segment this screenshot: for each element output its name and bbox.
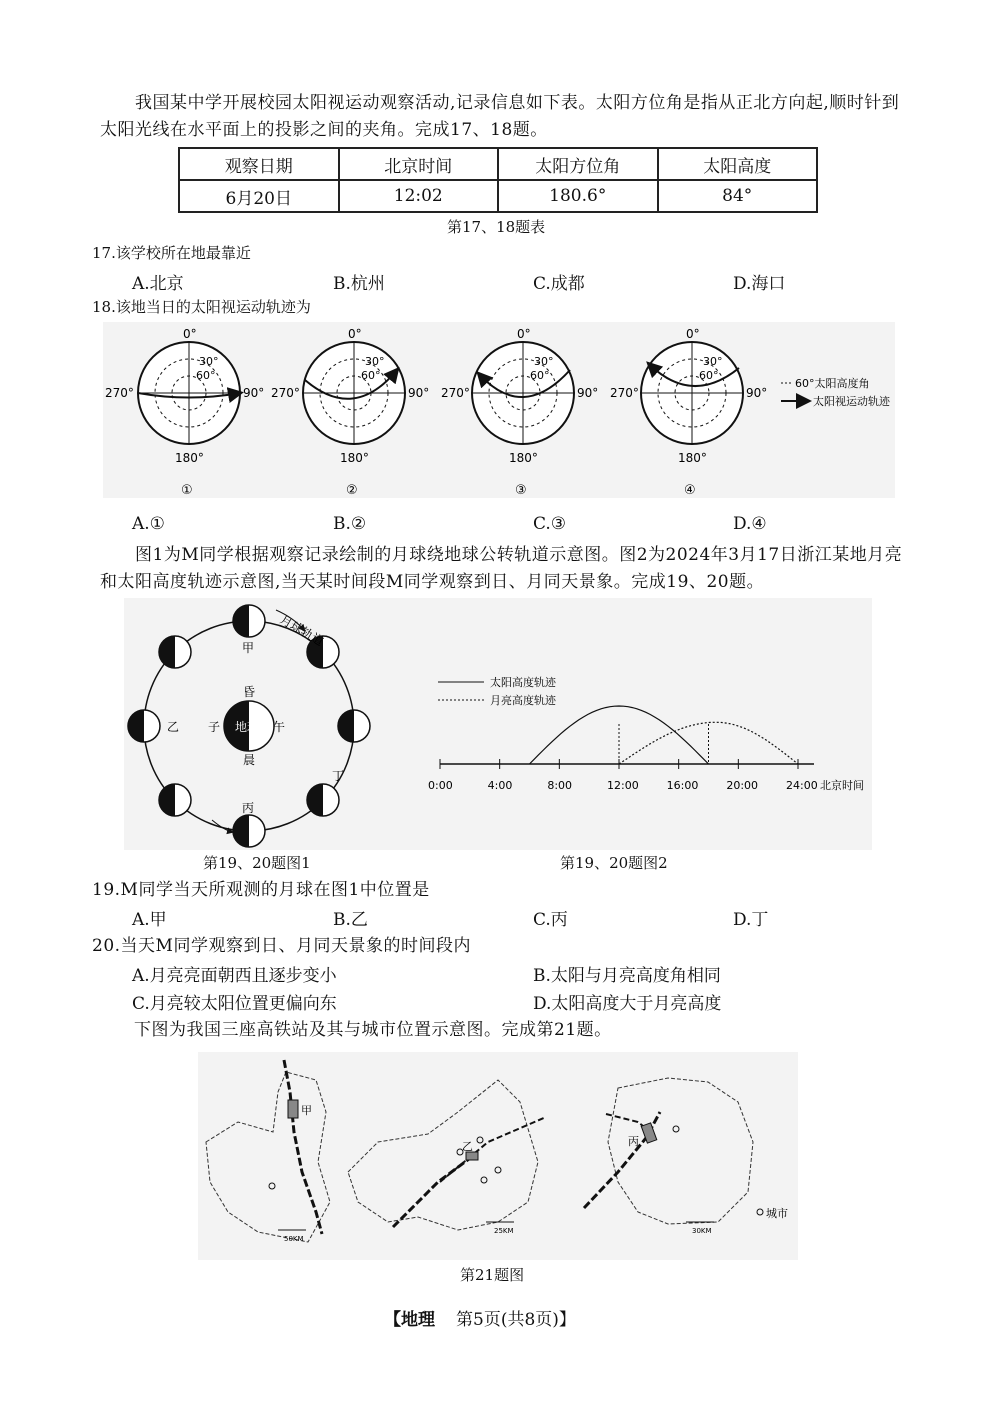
svg-text:丙: 丙 xyxy=(628,1135,639,1148)
q18-option-b[interactable]: B.② xyxy=(333,514,367,534)
city-legend-label: 城市 xyxy=(766,1207,788,1220)
svg-text:270°: 270° xyxy=(610,386,639,400)
svg-text:180°: 180° xyxy=(509,451,538,465)
q17-option-b[interactable]: B.杭州 xyxy=(333,274,385,294)
table-cell: 84° xyxy=(658,180,818,212)
q20-option-a[interactable]: A.月亮亮面朝西且逐步变小 xyxy=(132,966,337,986)
q17-stem: 17.该学校所在地最靠近 xyxy=(92,244,251,262)
svg-text:丁: 丁 xyxy=(332,769,345,783)
svg-text:0°: 0° xyxy=(686,327,700,341)
svg-text:30°: 30° xyxy=(199,355,219,368)
svg-text:昏: 昏 xyxy=(243,685,256,699)
svg-text:太阳高度轨迹: 太阳高度轨迹 xyxy=(490,676,556,689)
high-speed-rail-maps xyxy=(198,1052,798,1260)
q19-option-d[interactable]: D.丁 xyxy=(733,910,769,930)
time-tick-label: 12:00 xyxy=(607,779,639,792)
svg-text:180°: 180° xyxy=(678,451,707,465)
svg-text:0°: 0° xyxy=(348,327,362,341)
intro-21: 下图为我国三座高铁站及其与城市位置示意图。完成第21题。 xyxy=(134,1020,612,1040)
q17-option-d[interactable]: D.海口 xyxy=(733,274,786,294)
intro-17-18: 我国某中学开展校园太阳视运动观察活动,记录信息如下表。太阳方位角是指从正北方向起,顺时针到太阳光线在水平面上的投影之间的夹角。完成17、18题。 xyxy=(100,93,900,140)
intro-19-20: 图1为M同学根据观察记录绘制的月球绕地球公转轨道示意图。图2为2024年3月17日浙江某地月亮和太阳高度轨迹示意图,当天某时间段M同学观察到日、月同天景象。完成19、20题。 xyxy=(100,545,903,592)
svg-text:270°: 270° xyxy=(105,386,134,400)
observation-table xyxy=(178,147,818,213)
svg-text:90°: 90° xyxy=(746,386,768,400)
fig1-caption: 第19、20题图1 xyxy=(203,854,311,872)
fig21-caption: 第21题图 xyxy=(460,1266,525,1284)
time-tick-label: 16:00 xyxy=(666,779,699,792)
svg-text:太阳视运动轨迹: 太阳视运动轨迹 xyxy=(813,395,890,408)
svg-text:北京时间: 北京时间 xyxy=(820,779,864,792)
svg-text:月亮高度轨迹: 月亮高度轨迹 xyxy=(490,694,556,707)
svg-text:30°: 30° xyxy=(534,355,554,368)
footer-page: 第5页(共8页)】 xyxy=(456,1310,576,1330)
table-header: 观察日期 xyxy=(179,148,339,180)
table-caption: 第17、18题表 xyxy=(447,218,546,236)
fig2-caption: 第19、20题图2 xyxy=(560,854,668,872)
q20-stem: 20.当天M同学观察到日、月同天景象的时间段内 xyxy=(92,936,471,956)
svg-text:子: 子 xyxy=(208,720,221,734)
svg-text:午: 午 xyxy=(273,720,286,734)
footer-subject: 【地理 xyxy=(384,1310,435,1330)
q19-option-a[interactable]: A.甲 xyxy=(132,910,167,930)
svg-text:乙: 乙 xyxy=(167,720,180,734)
svg-text:0°: 0° xyxy=(517,327,531,341)
time-tick-label: 8:00 xyxy=(547,779,573,792)
q18-stem: 18.该地当日的太阳视运动轨迹为 xyxy=(92,298,311,316)
moon-orbit-figures xyxy=(124,598,872,850)
table-header-row xyxy=(179,148,817,180)
table-cell: 180.6° xyxy=(498,180,658,212)
q18-option-d[interactable]: D.④ xyxy=(733,514,767,534)
table-row xyxy=(179,180,817,212)
svg-text:④: ④ xyxy=(684,483,696,498)
q19-stem: 19.M同学当天所观测的月球在图1中位置是 xyxy=(92,880,430,900)
svg-text:60°: 60° xyxy=(196,369,216,382)
svg-text:60°: 60° xyxy=(699,369,719,382)
q17-option-c[interactable]: C.成都 xyxy=(533,274,585,294)
svg-text:丙: 丙 xyxy=(242,801,255,815)
svg-text:乙: 乙 xyxy=(462,1140,473,1153)
q19-option-b[interactable]: B.乙 xyxy=(333,910,368,930)
svg-text:30°: 30° xyxy=(703,355,723,368)
table-header: 太阳方位角 xyxy=(498,148,658,180)
table-cell: 12:02 xyxy=(339,180,499,212)
time-tick-label: 0:00 xyxy=(428,779,453,792)
svg-text:50KM: 50KM xyxy=(284,1235,304,1243)
svg-text:0°: 0° xyxy=(183,327,197,341)
svg-text:地球: 地球 xyxy=(235,720,260,734)
q20-option-d[interactable]: D.太阳高度大于月亮高度 xyxy=(533,994,722,1014)
svg-text:180°: 180° xyxy=(175,451,204,465)
svg-text:270°: 270° xyxy=(441,386,470,400)
q18-option-c[interactable]: C.③ xyxy=(533,514,567,534)
q18-option-a[interactable]: A.① xyxy=(132,514,165,534)
svg-text:晨: 晨 xyxy=(243,753,256,767)
svg-text:25KM: 25KM xyxy=(494,1227,514,1235)
svg-text:60°太阳高度角: 60°太阳高度角 xyxy=(795,377,870,390)
svg-text:甲: 甲 xyxy=(301,1104,312,1117)
q17-option-a[interactable]: A.北京 xyxy=(132,274,184,294)
q20-option-c[interactable]: C.月亮较太阳位置更偏向东 xyxy=(132,994,337,1014)
time-tick-label: 24:00 xyxy=(786,779,818,792)
svg-text:③: ③ xyxy=(515,483,527,498)
table-header: 太阳高度 xyxy=(658,148,818,180)
svg-text:①: ① xyxy=(181,483,193,498)
q20-option-b[interactable]: B.太阳与月亮高度角相同 xyxy=(533,966,721,986)
svg-text:90°: 90° xyxy=(577,386,599,400)
sun-path-diagrams xyxy=(103,322,895,498)
svg-text:90°: 90° xyxy=(408,386,430,400)
time-tick-label: 4:00 xyxy=(487,779,513,792)
time-tick-label: 20:00 xyxy=(726,779,759,792)
svg-text:甲: 甲 xyxy=(242,641,255,655)
table-cell: 6月20日 xyxy=(179,180,339,212)
svg-text:60°: 60° xyxy=(361,369,381,382)
svg-text:月球轨道: 月球轨道 xyxy=(277,612,327,649)
svg-text:60°: 60° xyxy=(530,369,550,382)
table-header: 北京时间 xyxy=(339,148,499,180)
svg-text:180°: 180° xyxy=(340,451,369,465)
svg-text:270°: 270° xyxy=(271,386,300,400)
svg-text:30KM: 30KM xyxy=(692,1227,712,1235)
q19-option-c[interactable]: C.丙 xyxy=(533,910,568,930)
svg-text:②: ② xyxy=(346,483,358,498)
svg-text:30°: 30° xyxy=(365,355,385,368)
svg-text:90°: 90° xyxy=(243,386,265,400)
